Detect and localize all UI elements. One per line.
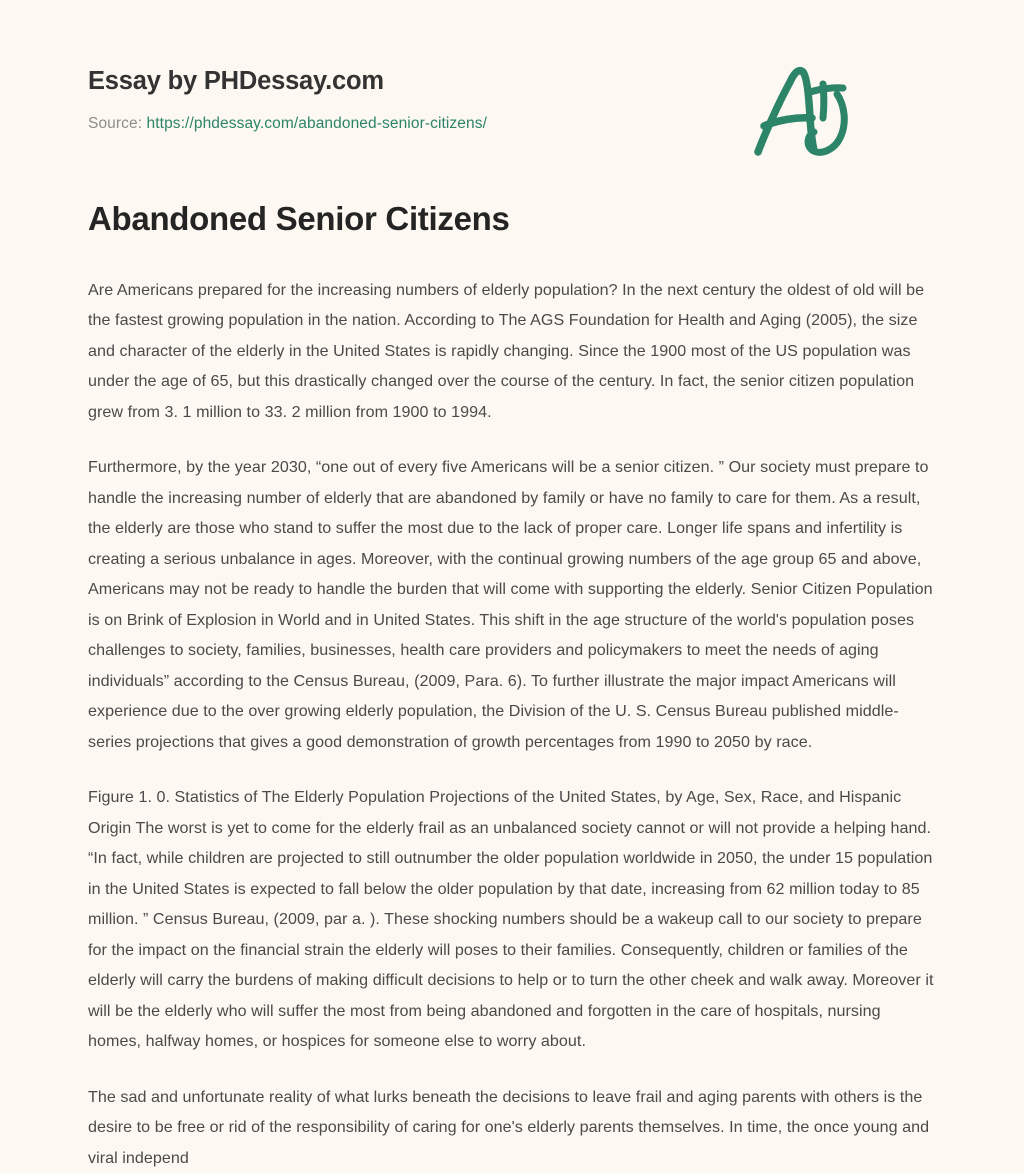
brand-title: Essay by PHDessay.com <box>88 67 384 95</box>
aplus-logo-icon[interactable] <box>744 56 864 168</box>
page-title: Abandoned Senior Citizens <box>88 199 510 237</box>
source-label: Source: <box>88 114 143 132</box>
paragraph: Figure 1. 0. Statistics of The Elderly Population Projections of the United States, by Age, Sex, Race, and Hispanic Origin The worst is yet to come for the elderly frail as an unbalanced society cannot or will not provide a helping hand. “In fact, while children are projected to still outnumber the older population worldwide in 2050, the under 15 population in the United States is expected to fall below the older population by that date, increasing from 62 million today to 85 million. ” Census Bureau, (2009, par a. ). These shocking numbers should be a wakeup call to our society to prepare for the impact on the financial strain the elderly will poses to their families. Consequently, children or families of the elderly will carry the burdens of making difficult decisions to help or to turn the other cheek and walk away. Moreover it will be the elderly who will suffer the most from being abandoned and forgotten in the care of hospitals, nursing homes, halfway homes, or hospices for someone else to worry about. <box>88 788 934 1051</box>
page-header <box>88 0 936 134</box>
essay-body <box>88 239 936 1173</box>
paragraph: Are Americans prepared for the increasing numbers of elderly population? In the next century the oldest of old will be the fastest growing population in the nation. According to The AGS Foundation for Health and Aging (2005), the size and character of the elderly in the United States is rapidly changing. Since the 1900 most of the US population was under the age of 65, but this drastically changed over the course of the century. In fact, the senior citizen population grew from 3. 1 million to 33. 2 million from 1900 to 1994. <box>88 280 925 421</box>
source-url-link[interactable]: https://phdessay.com/abandoned-senior-citizens/ <box>146 114 487 132</box>
paragraph: Furthermore, by the year 2030, “one out of every five Americans will be a senior citizen. ” Our society must prepare to handle the increasing number of elderly that are abandoned by family or have no family to care for them. As a result, the elderly are those who stand to suffer the most due to the lack of proper care. Longer life spans and infertility is creating a serious unbalance in ages. Moreover, with the continual growing numbers of the age group 65 and above, Americans may not be ready to handle the burden that will come with supporting the elderly. Senior Citizen Population is on Brink of Explosion in World and in United States. This shift in the age structure of the world's population poses challenges to society, families, businesses, health care providers and policymakers to meet the needs of aging individuals” according to the Census Bureau, (2009, Para. 6). To further illustrate the major impact Americans will experience due to the over growing elderly population, the Division of the U. S. Census Bureau published middle- series projections that gives a good demonstration of growth percentages from 1990 to 2050 by race. <box>88 458 933 751</box>
paragraph: The sad and unfortunate reality of what lurks beneath the decisions to leave frail and aging parents with others is the desire to be free or rid of the responsibility of caring for one's elderly parents themselves. In time, the once young and viral independ <box>88 1087 930 1167</box>
